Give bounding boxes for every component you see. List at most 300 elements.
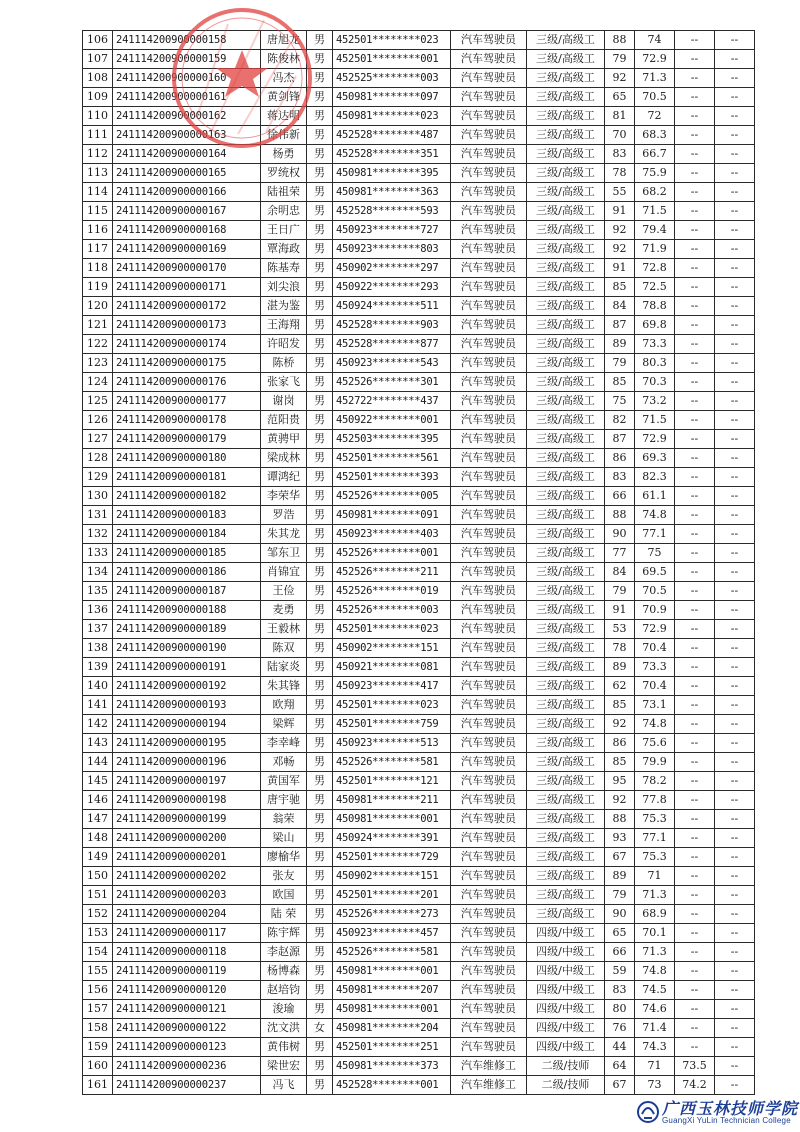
score-theory: 83 xyxy=(605,145,635,164)
score-extra: -- xyxy=(715,715,755,734)
certificate-number: 241114200900000181 xyxy=(113,468,261,487)
score-theory: 85 xyxy=(605,753,635,772)
score-extra: -- xyxy=(715,107,755,126)
score-extra: -- xyxy=(715,677,755,696)
occupation: 汽车驾驶员 xyxy=(451,658,527,677)
candidate-name: 梁山 xyxy=(261,829,307,848)
certificate-number: 241114200900000195 xyxy=(113,734,261,753)
occupation: 汽车驾驶员 xyxy=(451,525,527,544)
score-practical: 71.5 xyxy=(635,411,675,430)
score-theory: 89 xyxy=(605,867,635,886)
occupation: 汽车驾驶员 xyxy=(451,867,527,886)
occupation: 汽车驾驶员 xyxy=(451,107,527,126)
id-number: 452501********561 xyxy=(333,449,451,468)
id-number: 452526********273 xyxy=(333,905,451,924)
skill-level: 三级/高级工 xyxy=(527,620,605,639)
results-table-body xyxy=(83,31,755,1095)
occupation: 汽车驾驶员 xyxy=(451,848,527,867)
college-logo xyxy=(634,1096,800,1130)
score-review: -- xyxy=(675,240,715,259)
id-number: 450981********001 xyxy=(333,962,451,981)
row-number: 136 xyxy=(83,601,113,620)
score-practical: 71 xyxy=(635,867,675,886)
skill-level: 三级/高级工 xyxy=(527,677,605,696)
row-number: 146 xyxy=(83,791,113,810)
score-extra: -- xyxy=(715,354,755,373)
score-review: -- xyxy=(675,164,715,183)
college-name-cn: 广西玉林技师学院 xyxy=(662,1099,799,1118)
occupation: 汽车驾驶员 xyxy=(451,924,527,943)
score-review: -- xyxy=(675,772,715,791)
id-number: 452528********351 xyxy=(333,145,451,164)
skill-level: 三级/高级工 xyxy=(527,449,605,468)
score-review: -- xyxy=(675,221,715,240)
score-extra: -- xyxy=(715,164,755,183)
occupation: 汽车驾驶员 xyxy=(451,544,527,563)
score-review: -- xyxy=(675,335,715,354)
certificate-number: 241114200900000174 xyxy=(113,335,261,354)
certificate-number: 241114200900000172 xyxy=(113,297,261,316)
score-practical: 71.3 xyxy=(635,69,675,88)
id-number: 450981********395 xyxy=(333,164,451,183)
skill-level: 四级/中级工 xyxy=(527,1019,605,1038)
score-practical: 74.5 xyxy=(635,981,675,1000)
row-number: 161 xyxy=(83,1076,113,1095)
sex: 男 xyxy=(307,183,333,202)
score-review: -- xyxy=(675,677,715,696)
row-number: 156 xyxy=(83,981,113,1000)
table-row xyxy=(83,601,755,620)
occupation: 汽车驾驶员 xyxy=(451,943,527,962)
row-number: 153 xyxy=(83,924,113,943)
id-number: 452528********903 xyxy=(333,316,451,335)
sex: 男 xyxy=(307,297,333,316)
score-theory: 70 xyxy=(605,126,635,145)
table-row xyxy=(83,962,755,981)
row-number: 110 xyxy=(83,107,113,126)
candidate-name: 麦勇 xyxy=(261,601,307,620)
score-practical: 70.5 xyxy=(635,88,675,107)
row-number: 114 xyxy=(83,183,113,202)
id-number: 450981********091 xyxy=(333,506,451,525)
sex: 男 xyxy=(307,810,333,829)
sex: 男 xyxy=(307,373,333,392)
row-number: 106 xyxy=(83,31,113,50)
score-review: -- xyxy=(675,259,715,278)
row-number: 125 xyxy=(83,392,113,411)
candidate-name: 张友 xyxy=(261,867,307,886)
score-theory: 86 xyxy=(605,449,635,468)
skill-level: 三级/高级工 xyxy=(527,411,605,430)
id-number: 450902********151 xyxy=(333,639,451,658)
skill-level: 三级/高级工 xyxy=(527,753,605,772)
candidate-name: 陈宇辉 xyxy=(261,924,307,943)
certificate-number: 241114200900000200 xyxy=(113,829,261,848)
score-extra: -- xyxy=(715,772,755,791)
candidate-name: 许昭发 xyxy=(261,335,307,354)
score-practical: 72.8 xyxy=(635,259,675,278)
certificate-number: 241114200900000170 xyxy=(113,259,261,278)
score-practical: 72.9 xyxy=(635,430,675,449)
score-extra: -- xyxy=(715,297,755,316)
row-number: 145 xyxy=(83,772,113,791)
id-number: 452526********581 xyxy=(333,943,451,962)
score-extra: -- xyxy=(715,620,755,639)
row-number: 129 xyxy=(83,468,113,487)
score-practical: 70.5 xyxy=(635,582,675,601)
score-practical: 71.3 xyxy=(635,886,675,905)
candidate-name: 朱其龙 xyxy=(261,525,307,544)
candidate-name: 肖锦宜 xyxy=(261,563,307,582)
score-extra: -- xyxy=(715,829,755,848)
sex: 男 xyxy=(307,202,333,221)
score-extra: -- xyxy=(715,221,755,240)
certificate-number: 241114200900000171 xyxy=(113,278,261,297)
score-extra: -- xyxy=(715,1019,755,1038)
candidate-name: 唐旭龙 xyxy=(261,31,307,50)
table-row xyxy=(83,373,755,392)
score-theory: 85 xyxy=(605,278,635,297)
occupation: 汽车驾驶员 xyxy=(451,164,527,183)
score-review: -- xyxy=(675,848,715,867)
row-number: 135 xyxy=(83,582,113,601)
score-practical: 73.3 xyxy=(635,335,675,354)
certificate-number: 241114200900000187 xyxy=(113,582,261,601)
occupation: 汽车驾驶员 xyxy=(451,126,527,145)
score-practical: 72.9 xyxy=(635,50,675,69)
table-row xyxy=(83,1000,755,1019)
occupation: 汽车驾驶员 xyxy=(451,829,527,848)
occupation: 汽车驾驶员 xyxy=(451,1000,527,1019)
skill-level: 三级/高级工 xyxy=(527,886,605,905)
row-number: 142 xyxy=(83,715,113,734)
score-theory: 90 xyxy=(605,525,635,544)
id-number: 452525********003 xyxy=(333,69,451,88)
skill-level: 三级/高级工 xyxy=(527,259,605,278)
score-extra: -- xyxy=(715,810,755,829)
table-row xyxy=(83,164,755,183)
score-extra: -- xyxy=(715,696,755,715)
table-row xyxy=(83,715,755,734)
results-table xyxy=(82,30,755,1095)
id-number: 450923********803 xyxy=(333,240,451,259)
certificate-number: 241114200900000180 xyxy=(113,449,261,468)
score-practical: 68.3 xyxy=(635,126,675,145)
score-review: -- xyxy=(675,658,715,677)
score-extra: -- xyxy=(715,981,755,1000)
score-theory: 92 xyxy=(605,221,635,240)
table-row xyxy=(83,202,755,221)
candidate-name: 黄骋甲 xyxy=(261,430,307,449)
candidate-name: 余明忠 xyxy=(261,202,307,221)
score-theory: 93 xyxy=(605,829,635,848)
score-review: -- xyxy=(675,88,715,107)
occupation: 汽车驾驶员 xyxy=(451,506,527,525)
score-extra: -- xyxy=(715,563,755,582)
candidate-name: 冯杰 xyxy=(261,69,307,88)
skill-level: 三级/高级工 xyxy=(527,867,605,886)
id-number: 450922********001 xyxy=(333,411,451,430)
certificate-number: 241114200900000201 xyxy=(113,848,261,867)
skill-level: 三级/高级工 xyxy=(527,297,605,316)
candidate-name: 罗浩 xyxy=(261,506,307,525)
occupation: 汽车维修工 xyxy=(451,1057,527,1076)
occupation: 汽车驾驶员 xyxy=(451,677,527,696)
candidate-name: 李赵源 xyxy=(261,943,307,962)
occupation: 汽车驾驶员 xyxy=(451,392,527,411)
sex: 男 xyxy=(307,430,333,449)
sex: 男 xyxy=(307,107,333,126)
score-theory: 55 xyxy=(605,183,635,202)
id-number: 450923********403 xyxy=(333,525,451,544)
score-practical: 71.5 xyxy=(635,202,675,221)
score-practical: 74.8 xyxy=(635,715,675,734)
sex: 男 xyxy=(307,88,333,107)
skill-level: 二级/技师 xyxy=(527,1076,605,1095)
sex: 男 xyxy=(307,601,333,620)
score-extra: -- xyxy=(715,1076,755,1095)
sex: 男 xyxy=(307,620,333,639)
occupation: 汽车驾驶员 xyxy=(451,468,527,487)
score-review: -- xyxy=(675,867,715,886)
score-practical: 70.4 xyxy=(635,639,675,658)
score-review: -- xyxy=(675,715,715,734)
skill-level: 三级/高级工 xyxy=(527,69,605,88)
score-practical: 73 xyxy=(635,1076,675,1095)
sex: 男 xyxy=(307,525,333,544)
certificate-number: 241114200900000196 xyxy=(113,753,261,772)
id-number: 450923********513 xyxy=(333,734,451,753)
skill-level: 四级/中级工 xyxy=(527,943,605,962)
certificate-number: 241114200900000162 xyxy=(113,107,261,126)
sex: 男 xyxy=(307,468,333,487)
id-number: 452503********395 xyxy=(333,430,451,449)
score-extra: -- xyxy=(715,487,755,506)
score-practical: 79.4 xyxy=(635,221,675,240)
candidate-name: 湛为鉴 xyxy=(261,297,307,316)
skill-level: 三级/高级工 xyxy=(527,373,605,392)
score-practical: 69.3 xyxy=(635,449,675,468)
sex: 男 xyxy=(307,905,333,924)
score-practical: 77.1 xyxy=(635,829,675,848)
score-extra: -- xyxy=(715,411,755,430)
certificate-number: 241114200900000182 xyxy=(113,487,261,506)
score-review: -- xyxy=(675,126,715,145)
sex: 男 xyxy=(307,962,333,981)
table-row xyxy=(83,563,755,582)
row-number: 134 xyxy=(83,563,113,582)
score-theory: 91 xyxy=(605,259,635,278)
table-row xyxy=(83,487,755,506)
skill-level: 三级/高级工 xyxy=(527,430,605,449)
row-number: 147 xyxy=(83,810,113,829)
score-review: -- xyxy=(675,905,715,924)
table-row xyxy=(83,221,755,240)
score-review: -- xyxy=(675,373,715,392)
table-row xyxy=(83,354,755,373)
certificate-number: 241114200900000184 xyxy=(113,525,261,544)
table-row xyxy=(83,183,755,202)
table-row xyxy=(83,886,755,905)
row-number: 158 xyxy=(83,1019,113,1038)
score-review: -- xyxy=(675,753,715,772)
occupation: 汽车驾驶员 xyxy=(451,753,527,772)
occupation: 汽车驾驶员 xyxy=(451,772,527,791)
row-number: 118 xyxy=(83,259,113,278)
score-practical: 68.9 xyxy=(635,905,675,924)
occupation: 汽车驾驶员 xyxy=(451,905,527,924)
occupation: 汽车驾驶员 xyxy=(451,240,527,259)
score-extra: -- xyxy=(715,31,755,50)
row-number: 109 xyxy=(83,88,113,107)
id-number: 452501********251 xyxy=(333,1038,451,1057)
row-number: 144 xyxy=(83,753,113,772)
occupation: 汽车驾驶员 xyxy=(451,145,527,164)
sex: 男 xyxy=(307,69,333,88)
skill-level: 三级/高级工 xyxy=(527,525,605,544)
score-review: -- xyxy=(675,50,715,69)
score-extra: -- xyxy=(715,449,755,468)
table-row xyxy=(83,1057,755,1076)
sex: 男 xyxy=(307,1038,333,1057)
score-practical: 71 xyxy=(635,1057,675,1076)
score-practical: 74.8 xyxy=(635,506,675,525)
id-number: 450981********001 xyxy=(333,810,451,829)
table-row xyxy=(83,753,755,772)
skill-level: 三级/高级工 xyxy=(527,658,605,677)
skill-level: 三级/高级工 xyxy=(527,715,605,734)
id-number: 452526********581 xyxy=(333,753,451,772)
id-number: 450981********204 xyxy=(333,1019,451,1038)
sex: 男 xyxy=(307,734,333,753)
score-practical: 70.9 xyxy=(635,601,675,620)
sex: 男 xyxy=(307,145,333,164)
table-row xyxy=(83,411,755,430)
row-number: 112 xyxy=(83,145,113,164)
skill-level: 三级/高级工 xyxy=(527,278,605,297)
id-number: 452501********759 xyxy=(333,715,451,734)
id-number: 450981********211 xyxy=(333,791,451,810)
candidate-name: 杨勇 xyxy=(261,145,307,164)
table-row xyxy=(83,468,755,487)
skill-level: 二级/技师 xyxy=(527,1057,605,1076)
row-number: 140 xyxy=(83,677,113,696)
skill-level: 三级/高级工 xyxy=(527,563,605,582)
table-row xyxy=(83,677,755,696)
candidate-name: 徐伟新 xyxy=(261,126,307,145)
occupation: 汽车驾驶员 xyxy=(451,582,527,601)
certificate-number: 241114200900000118 xyxy=(113,943,261,962)
certificate-number: 241114200900000202 xyxy=(113,867,261,886)
score-extra: -- xyxy=(715,924,755,943)
score-review: -- xyxy=(675,962,715,981)
score-extra: -- xyxy=(715,1000,755,1019)
row-number: 107 xyxy=(83,50,113,69)
table-row xyxy=(83,316,755,335)
candidate-name: 陆祖荣 xyxy=(261,183,307,202)
score-extra: -- xyxy=(715,905,755,924)
certificate-number: 241114200900000173 xyxy=(113,316,261,335)
score-review: -- xyxy=(675,107,715,126)
score-review: -- xyxy=(675,430,715,449)
candidate-name: 李荣华 xyxy=(261,487,307,506)
skill-level: 三级/高级工 xyxy=(527,183,605,202)
score-practical: 74.8 xyxy=(635,962,675,981)
id-number: 450924********511 xyxy=(333,297,451,316)
row-number: 122 xyxy=(83,335,113,354)
id-number: 452526********019 xyxy=(333,582,451,601)
id-number: 452501********001 xyxy=(333,50,451,69)
certificate-number: 241114200900000117 xyxy=(113,924,261,943)
table-row xyxy=(83,1076,755,1095)
occupation: 汽车驾驶员 xyxy=(451,449,527,468)
sex: 男 xyxy=(307,1000,333,1019)
certificate-number: 241114200900000168 xyxy=(113,221,261,240)
score-practical: 79.9 xyxy=(635,753,675,772)
occupation: 汽车驾驶员 xyxy=(451,563,527,582)
id-number: 452526********211 xyxy=(333,563,451,582)
occupation: 汽车驾驶员 xyxy=(451,981,527,1000)
certificate-number: 241114200900000120 xyxy=(113,981,261,1000)
score-theory: 90 xyxy=(605,905,635,924)
score-review: -- xyxy=(675,734,715,753)
sex: 男 xyxy=(307,335,333,354)
score-review: -- xyxy=(675,924,715,943)
score-theory: 53 xyxy=(605,620,635,639)
score-review: -- xyxy=(675,392,715,411)
sex: 男 xyxy=(307,753,333,772)
table-row xyxy=(83,430,755,449)
certificate-number: 241114200900000169 xyxy=(113,240,261,259)
occupation: 汽车驾驶员 xyxy=(451,487,527,506)
occupation: 汽车驾驶员 xyxy=(451,886,527,905)
certificate-number: 241114200900000189 xyxy=(113,620,261,639)
sex: 男 xyxy=(307,563,333,582)
college-name-en: GuangXi YuLin Technician College xyxy=(662,1116,791,1125)
candidate-name: 黄剑锋 xyxy=(261,88,307,107)
score-review: -- xyxy=(675,449,715,468)
sex: 男 xyxy=(307,411,333,430)
skill-level: 三级/高级工 xyxy=(527,468,605,487)
score-review: -- xyxy=(675,411,715,430)
table-row xyxy=(83,658,755,677)
score-review: -- xyxy=(675,791,715,810)
occupation: 汽车驾驶员 xyxy=(451,31,527,50)
candidate-name: 陈桥 xyxy=(261,354,307,373)
score-review: -- xyxy=(675,563,715,582)
candidate-name: 谢岗 xyxy=(261,392,307,411)
certificate-number: 241114200900000192 xyxy=(113,677,261,696)
occupation: 汽车驾驶员 xyxy=(451,1038,527,1057)
score-theory: 75 xyxy=(605,392,635,411)
table-row xyxy=(83,278,755,297)
certificate-number: 241114200900000186 xyxy=(113,563,261,582)
certificate-number: 241114200900000122 xyxy=(113,1019,261,1038)
score-practical: 78.8 xyxy=(635,297,675,316)
table-row xyxy=(83,582,755,601)
sex: 男 xyxy=(307,164,333,183)
row-number: 116 xyxy=(83,221,113,240)
table-row xyxy=(83,620,755,639)
sex: 男 xyxy=(307,696,333,715)
candidate-name: 邓畅 xyxy=(261,753,307,772)
score-practical: 72.5 xyxy=(635,278,675,297)
score-theory: 85 xyxy=(605,373,635,392)
sex: 男 xyxy=(307,392,333,411)
occupation: 汽车驾驶员 xyxy=(451,734,527,753)
skill-level: 四级/中级工 xyxy=(527,1038,605,1057)
score-extra: -- xyxy=(715,202,755,221)
